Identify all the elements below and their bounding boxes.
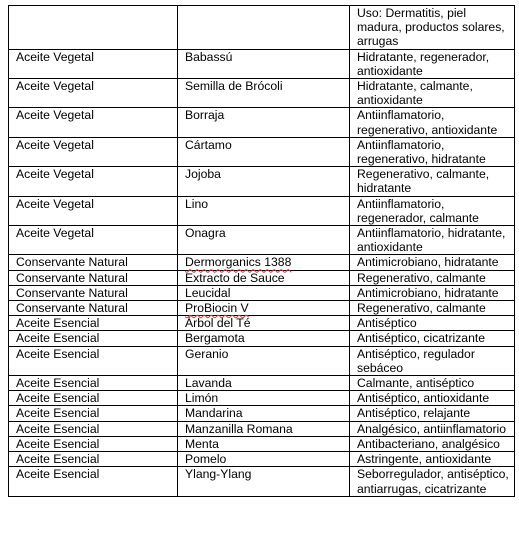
header-cell-ingredient xyxy=(178,6,350,50)
cell-ingredient: Ylang-Ylang xyxy=(178,467,350,496)
cell-use: Regenerativo, calmante xyxy=(350,301,515,316)
table-row xyxy=(9,79,515,108)
cell-type: Aceite Esencial xyxy=(9,376,178,391)
table-row xyxy=(9,137,515,166)
cell-type: Aceite Esencial xyxy=(9,421,178,436)
cell-use: Antiinflamatorio, regenerativo, hidratante xyxy=(350,137,515,166)
table-row xyxy=(9,436,515,451)
cell-ingredient: Lavanda xyxy=(178,376,350,391)
cell-use: Analgésico, antiinflamatorio xyxy=(350,421,515,436)
cell-use: Antimicrobiano, hidratante xyxy=(350,255,515,270)
cell-type: Aceite Vegetal xyxy=(9,108,178,137)
table-row xyxy=(9,331,515,346)
cell-type: Conservante Natural xyxy=(9,255,178,270)
table-row xyxy=(9,406,515,421)
table-row xyxy=(9,108,515,137)
cell-ingredient: Geranio xyxy=(178,346,350,375)
cell-type: Conservante Natural xyxy=(9,285,178,300)
header-cell-type xyxy=(9,6,178,50)
cell-ingredient: Cártamo xyxy=(178,137,350,166)
cell-ingredient: Menta xyxy=(178,436,350,451)
cell-type: Conservante Natural xyxy=(9,270,178,285)
cell-type: Aceite Vegetal xyxy=(9,167,178,196)
cell-ingredient: Leucidal xyxy=(178,285,350,300)
cell-type: Aceite Vegetal xyxy=(9,226,178,255)
cell-use: Antiséptico, regulador sebáceo xyxy=(350,346,515,375)
cell-ingredient: Árbol del Té xyxy=(178,316,350,331)
table-row xyxy=(9,270,515,285)
table-row xyxy=(9,346,515,375)
table-row xyxy=(9,226,515,255)
cell-use: Antiséptico xyxy=(350,316,515,331)
cell-use: Regenerativo, calmante, hidratante xyxy=(350,167,515,196)
cell-type: Aceite Vegetal xyxy=(9,196,178,225)
cell-type: Conservante Natural xyxy=(9,301,178,316)
cell-ingredient: Mandarina xyxy=(178,406,350,421)
cell-ingredient: Extracto de Sauce xyxy=(178,270,350,285)
cell-ingredient: Pomelo xyxy=(178,452,350,467)
cell-use: Antimicrobiano, hidratante xyxy=(350,285,515,300)
ingredients-table xyxy=(8,5,515,497)
cell-use: Antiséptico, cicatrizante xyxy=(350,331,515,346)
table-row xyxy=(9,285,515,300)
cell-ingredient: Lino xyxy=(178,196,350,225)
cell-use: Hidratante, calmante, antioxidante xyxy=(350,79,515,108)
cell-use: Calmante, antiséptico xyxy=(350,376,515,391)
header-cell-use: Uso: Dermatitis, piel madura, productos solares, arrugas xyxy=(350,6,515,50)
cell-type: Aceite Esencial xyxy=(9,316,178,331)
cell-use: Astringente, antioxidante xyxy=(350,452,515,467)
cell-ingredient: Onagra xyxy=(178,226,350,255)
cell-type: Aceite Esencial xyxy=(9,391,178,406)
cell-use: Antiinflamatorio, regenerativo, antioxidante xyxy=(350,108,515,137)
table-row xyxy=(9,452,515,467)
cell-use: Antiinflamatorio, regenerador, calmante xyxy=(350,196,515,225)
table-row xyxy=(9,167,515,196)
cell-ingredient: ProBiocin V xyxy=(178,301,350,316)
cell-use: Regenerativo, calmante xyxy=(350,270,515,285)
cell-type: Aceite Esencial xyxy=(9,331,178,346)
table-row xyxy=(9,467,515,496)
cell-ingredient: Limón xyxy=(178,391,350,406)
table-row xyxy=(9,391,515,406)
cell-type: Aceite Vegetal xyxy=(9,137,178,166)
cell-type: Aceite Esencial xyxy=(9,467,178,496)
table-row xyxy=(9,376,515,391)
cell-use: Antiinflamatorio, hidratante, antioxidante xyxy=(350,226,515,255)
cell-use: Antibacteriano, analgésico xyxy=(350,436,515,451)
table-header-row xyxy=(9,6,515,50)
cell-type: Aceite Vegetal xyxy=(9,79,178,108)
cell-use: Antiséptico, antioxidante xyxy=(350,391,515,406)
cell-ingredient: Jojoba xyxy=(178,167,350,196)
table-row xyxy=(9,421,515,436)
cell-ingredient: Dermorganics 1388 xyxy=(178,255,350,270)
cell-use: Seborregulador, antiséptico, antiarrugas, cicatrizante xyxy=(350,467,515,496)
cell-type: Aceite Esencial xyxy=(9,452,178,467)
cell-type: Aceite Esencial xyxy=(9,436,178,451)
table-row xyxy=(9,301,515,316)
table-row xyxy=(9,255,515,270)
table-row xyxy=(9,196,515,225)
cell-use: Hidratante, regenerador, antioxidante xyxy=(350,49,515,78)
cell-ingredient: Borraja xyxy=(178,108,350,137)
cell-ingredient: Semilla de Brócoli xyxy=(178,79,350,108)
cell-type: Aceite Esencial xyxy=(9,346,178,375)
cell-type: Aceite Esencial xyxy=(9,406,178,421)
table-row xyxy=(9,316,515,331)
cell-ingredient: Bergamota xyxy=(178,331,350,346)
cell-ingredient: Manzanilla Romana xyxy=(178,421,350,436)
cell-type: Aceite Vegetal xyxy=(9,49,178,78)
table-body xyxy=(9,6,515,497)
table-row xyxy=(9,49,515,78)
cell-ingredient: Babassú xyxy=(178,49,350,78)
cell-use: Antiséptico, relajante xyxy=(350,406,515,421)
